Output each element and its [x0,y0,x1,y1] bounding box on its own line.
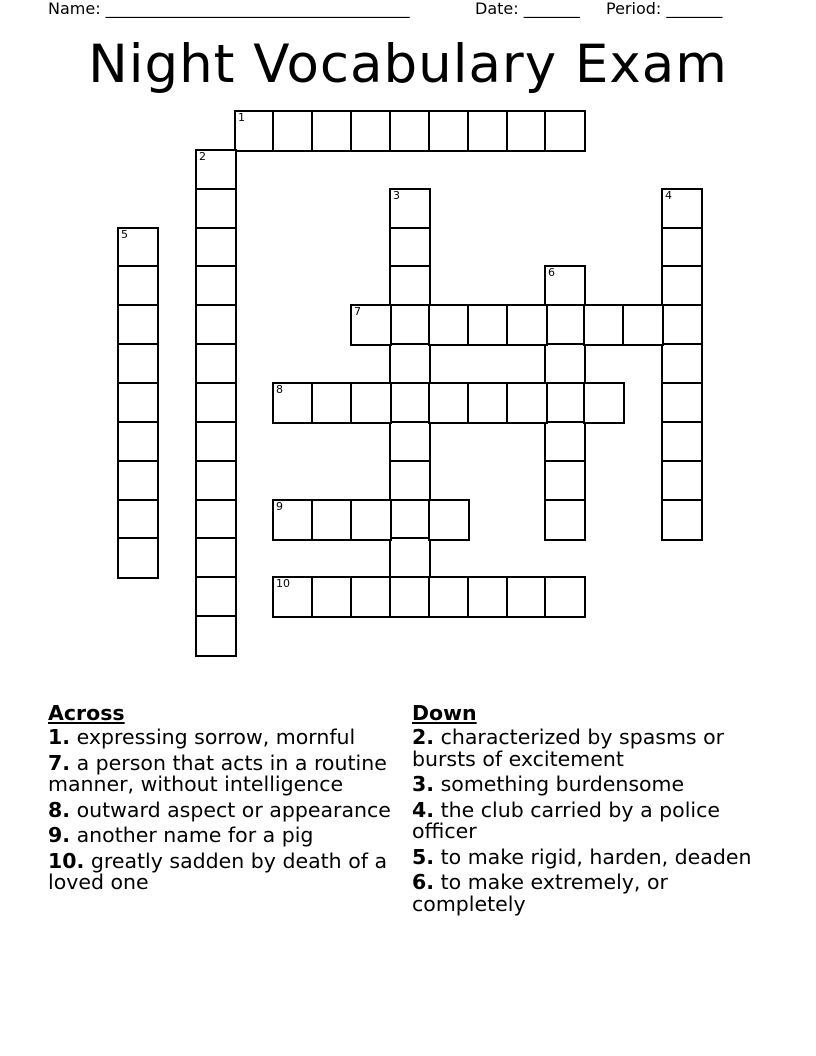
grid-cell[interactable] [661,499,703,541]
across-clue [48,750,398,796]
grid-cell[interactable] [661,265,703,307]
grid-cell[interactable] [195,188,237,230]
clue-number: 4 [665,189,672,202]
grid-cell[interactable] [195,343,237,385]
grid-cell[interactable] [506,576,548,618]
clue-number: 9 [276,500,283,513]
grid-cell[interactable] [544,265,586,307]
clue-text: expressing sorrow, mornful [76,725,356,749]
clue-text: greatly sadden by death of a loved one [48,848,388,894]
clue-number-label: 6. [412,870,435,894]
grid-cell[interactable] [661,188,703,230]
grid-cell[interactable] [272,576,314,618]
grid-cell[interactable] [350,382,392,424]
grid-cell[interactable] [467,382,509,424]
grid-cell[interactable] [389,110,431,152]
grid-cell[interactable] [195,537,237,579]
grid-cell[interactable] [661,382,703,424]
grid-cell[interactable] [311,576,353,618]
clue-text: outward aspect or appearance [76,797,391,822]
grid-cell[interactable] [195,265,237,307]
grid-cell[interactable] [428,576,470,618]
grid-cell[interactable] [195,227,237,269]
page-title: Night Vocabulary Exam [88,34,728,95]
clue-number: 3 [393,189,400,202]
grid-cell[interactable] [467,110,509,152]
grid-cell[interactable] [428,382,470,424]
grid-cell[interactable] [661,343,703,385]
grid-cell[interactable] [428,499,470,541]
grid-cell[interactable] [622,304,664,346]
grid-cell[interactable] [506,382,548,424]
grid-cell[interactable] [117,421,159,463]
clue-text: something burdensome [440,772,685,796]
grid-cell[interactable] [661,460,703,502]
name-field[interactable]: Name: ______________________________________ [48,0,410,18]
grid-cell[interactable] [467,304,509,346]
down-clue [412,727,762,770]
clue-number-label: 2. [412,725,435,749]
clue-number: 6 [548,266,555,279]
down-clue [412,872,762,915]
down-clue [412,797,762,843]
grid-cell[interactable] [195,304,237,346]
grid-cell[interactable] [272,110,314,152]
grid-cell[interactable] [583,382,625,424]
down-clues [412,702,762,919]
clue-number-label: 7. [48,750,71,775]
down-clue [412,774,762,796]
down-clue [412,844,762,869]
clue-number-label: 10. [48,848,85,873]
grid-cell[interactable] [389,421,431,463]
grid-cell[interactable] [117,499,159,541]
grid-cell[interactable] [350,576,392,618]
across-clue [48,727,398,749]
grid-cell[interactable] [311,499,353,541]
grid-cell[interactable] [544,382,586,424]
grid-cell[interactable] [428,304,470,346]
grid-cell[interactable] [195,421,237,463]
grid-cell[interactable] [195,149,237,191]
grid-cell[interactable] [117,382,159,424]
clue-number-label: 5. [412,844,435,869]
across-clue [48,797,398,822]
clue-number-label: 9. [48,823,71,847]
clue-text: to make rigid, harden, deaden [440,844,752,869]
clue-number-label: 1. [48,725,71,749]
grid-cell[interactable] [350,304,392,346]
grid-cell[interactable] [389,499,431,541]
grid-cell[interactable] [661,421,703,463]
grid-cell[interactable] [311,382,353,424]
grid-cell[interactable] [583,304,625,346]
grid-cell[interactable] [544,499,586,541]
grid-cell[interactable] [389,227,431,269]
clue-number: 1 [238,111,245,124]
clue-text: a person that acts in a routine manner, without intelligence [48,750,387,796]
grid-cell[interactable] [117,460,159,502]
grid-cell[interactable] [117,227,159,269]
grid-cell[interactable] [428,110,470,152]
grid-cell[interactable] [350,499,392,541]
grid-cell[interactable] [544,421,586,463]
across-clues [48,702,398,898]
grid-cell[interactable] [389,343,431,385]
clue-text: another name for a pig [76,823,314,847]
grid-cell[interactable] [389,265,431,307]
grid-cell[interactable] [195,460,237,502]
across-heading: Across [48,701,125,725]
grid-cell[interactable] [117,343,159,385]
grid-cell[interactable] [389,460,431,502]
grid-cell[interactable] [661,227,703,269]
grid-cell[interactable] [117,537,159,579]
clue-text: the club carried by a police officer [412,797,720,843]
clue-number: 7 [354,305,361,318]
clue-number: 8 [276,383,283,396]
across-clue [48,848,398,894]
grid-cell[interactable] [117,304,159,346]
grid-cell[interactable] [195,382,237,424]
grid-cell[interactable] [389,304,431,346]
clue-number-label: 4. [412,797,435,822]
down-heading: Down [412,701,477,725]
grid-cell[interactable] [195,615,237,657]
period-field[interactable]: Period: _______ [606,0,723,18]
grid-cell[interactable] [544,460,586,502]
clue-number-label: 8. [48,797,71,822]
date-field[interactable]: Date: _______ [475,0,580,18]
grid-cell[interactable] [544,343,586,385]
grid-cell[interactable] [234,110,276,152]
grid-cell[interactable] [272,382,314,424]
clue-number: 10 [276,577,290,590]
grid-cell[interactable] [389,382,431,424]
grid-cell[interactable] [389,188,431,230]
grid-cell[interactable] [272,499,314,541]
clue-number: 2 [199,150,206,163]
grid-cell[interactable] [195,499,237,541]
grid-cell[interactable] [506,304,548,346]
clue-number: 5 [121,228,128,241]
grid-cell[interactable] [350,110,392,152]
grid-cell[interactable] [389,576,431,618]
grid-cell[interactable] [311,110,353,152]
grid-cell[interactable] [389,537,431,579]
grid-cell[interactable] [544,304,586,346]
grid-cell[interactable] [117,265,159,307]
grid-cell[interactable] [661,304,703,346]
clue-number-label: 3. [412,772,435,796]
grid-cell[interactable] [506,110,548,152]
clue-text: characterized by spasms or bursts of excitement [412,725,725,771]
clue-text: to make extremely, or completely [412,870,668,916]
grid-cell[interactable] [544,110,586,152]
across-clue [48,825,398,847]
grid-cell[interactable] [195,576,237,618]
grid-cell[interactable] [544,576,586,618]
grid-cell[interactable] [467,576,509,618]
